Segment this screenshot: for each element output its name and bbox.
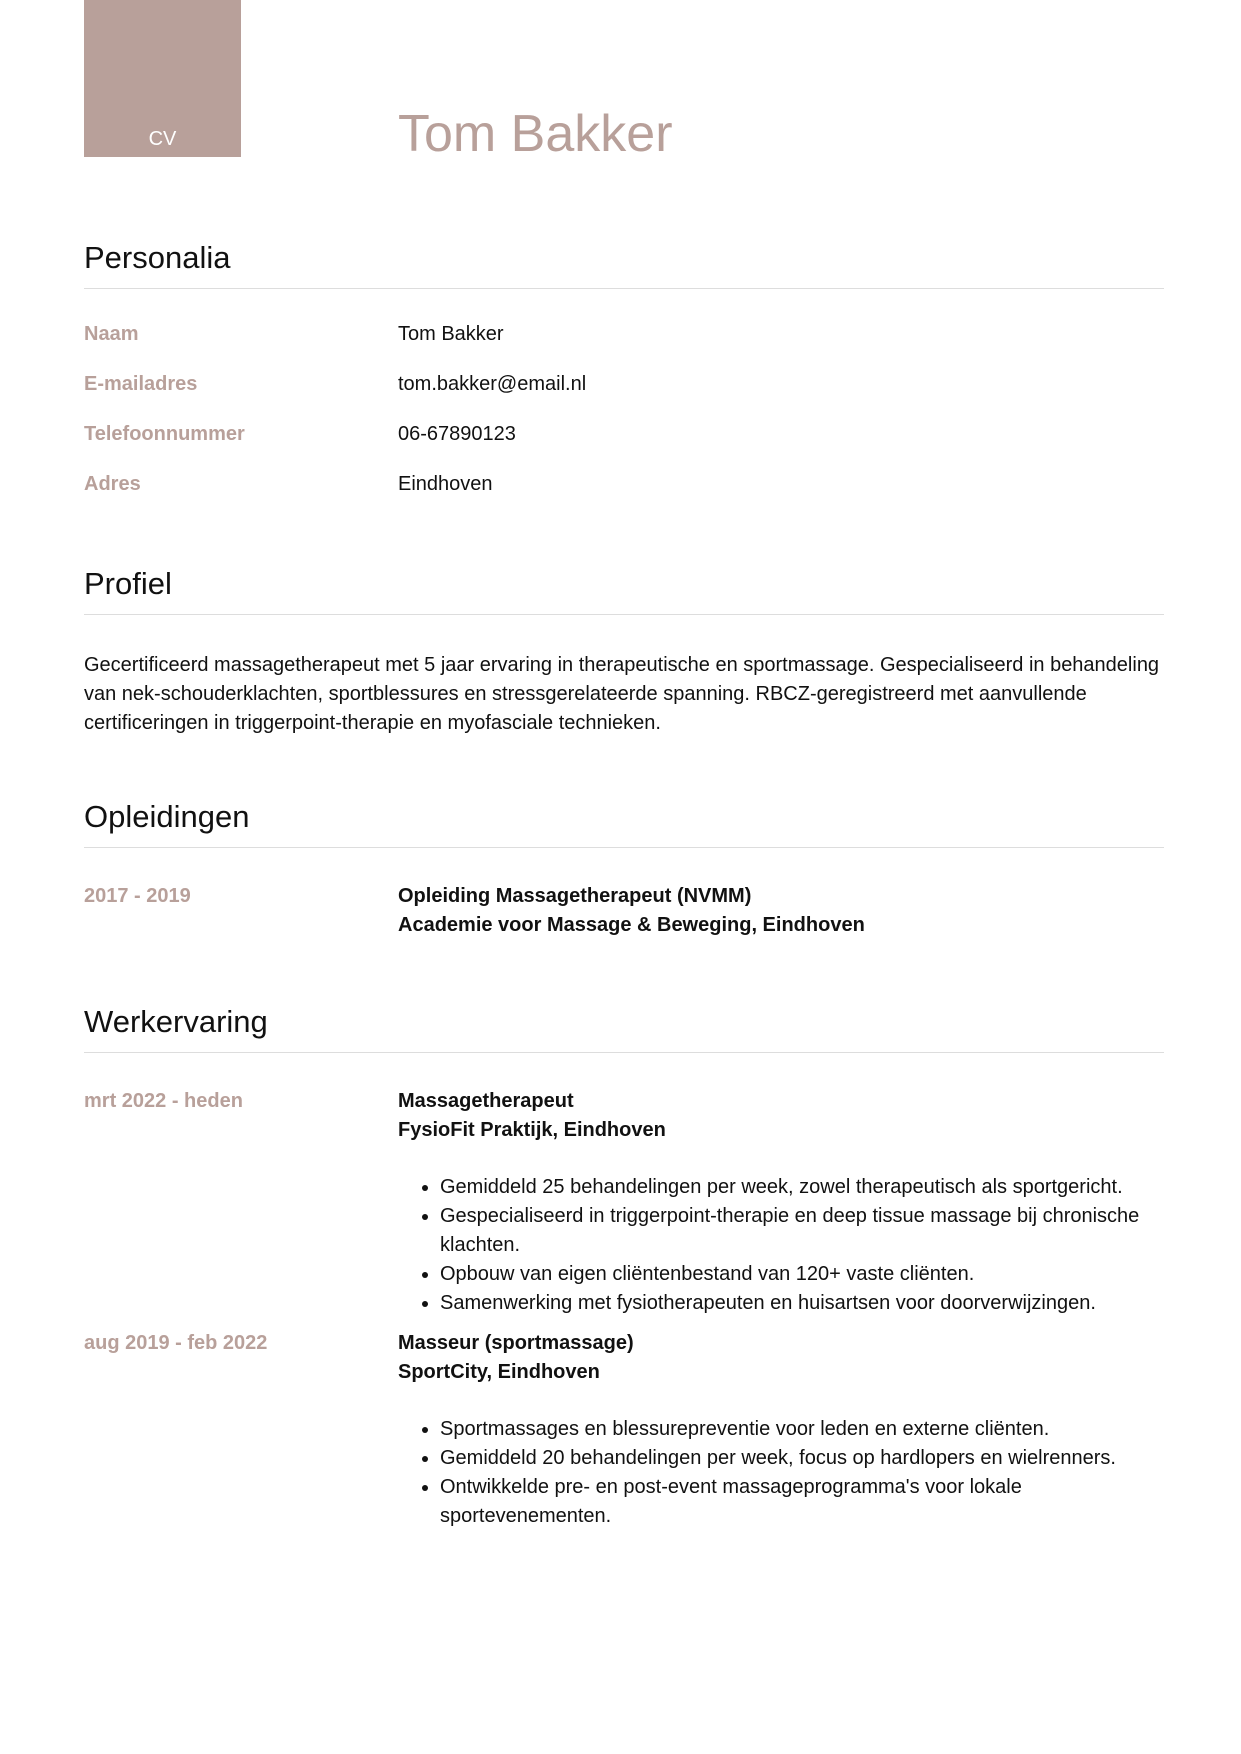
work-entry <box>84 1329 1164 1531</box>
list-item: • Gespecialiseerd in triggerpoint-therapie en deep tissue massage bij chronische klachten. <box>440 1202 1164 1260</box>
field-value: Tom Bakker <box>398 323 504 345</box>
field-label: Adres <box>84 473 141 495</box>
entry-company: SportCity, Eindhoven <box>398 1361 600 1383</box>
field-label: Naam <box>84 323 139 345</box>
field-label: E-mailadres <box>84 373 198 395</box>
entry-title: Massagetherapeut <box>398 1090 574 1112</box>
personalia-list <box>84 323 1164 523</box>
list-item: • Opbouw van eigen cliëntenbestand van 120+ vaste cliënten. <box>440 1260 1164 1289</box>
list-item: • Gemiddeld 20 behandelingen per week, focus op hardlopers en wielrenners. <box>440 1444 1164 1473</box>
list-item: • Gemiddeld 25 behandelingen per week, zowel therapeutisch als sportgericht. <box>440 1173 1164 1202</box>
personalia-row <box>84 423 1164 473</box>
profiel-section <box>84 568 1164 738</box>
field-value: Eindhoven <box>398 473 493 495</box>
bullet-list <box>398 1173 1164 1318</box>
section-heading-opleidingen: Opleidingen <box>84 801 1164 848</box>
work-entry <box>84 1087 1164 1318</box>
list-item: • Sportmassages en blessurepreventie voor leden en externe cliënten. <box>440 1415 1164 1444</box>
entry-title: Opleiding Massagetherapeut (NVMM) <box>398 885 752 907</box>
entry-company: FysioFit Praktijk, Eindhoven <box>398 1119 666 1141</box>
entry-period: mrt 2022 - heden <box>84 1090 243 1112</box>
personalia-section <box>84 242 1164 523</box>
section-heading-profiel: Profiel <box>84 568 1164 615</box>
email-link[interactable]: tom.bakker@email.nl <box>398 373 587 395</box>
list-item: • Ontwikkelde pre- en post-event massageprogramma's voor lokale sportevenementen. <box>440 1473 1164 1531</box>
cv-badge <box>84 0 241 157</box>
page-title: Tom Bakker <box>398 105 673 163</box>
entry-period: 2017 - 2019 <box>84 885 191 907</box>
personalia-row <box>84 473 1164 523</box>
opleidingen-section <box>84 801 1164 940</box>
entry-title: Masseur (sportmassage) <box>398 1332 634 1354</box>
cv-badge-label: CV <box>148 128 177 150</box>
personalia-row <box>84 373 1164 423</box>
section-heading-personalia: Personalia <box>84 242 1164 289</box>
field-value: 06-67890123 <box>398 423 516 445</box>
field-label: Telefoonnummer <box>84 423 245 445</box>
werkervaring-section <box>84 1006 1164 1531</box>
entry-period: aug 2019 - feb 2022 <box>84 1332 268 1354</box>
personalia-row <box>84 323 1164 373</box>
profile-text: Gecertificeerd massagetherapeut met 5 jaar ervaring in therapeutische en sportmassage. Gespecialiseerd in behandeling van nek-schouderklachten, sportblessures en stressgerelateerde spanning. RBCZ-geregistreerd met aanvullende certificeringen in triggerpoint-therapie en myofasciale technieken. <box>84 654 1160 734</box>
list-item: • Samenwerking met fysiotherapeuten en huisartsen voor doorverwijzingen. <box>440 1289 1164 1318</box>
education-entry <box>84 882 1164 940</box>
entry-institution: Academie voor Massage & Beweging, Eindhoven <box>398 914 865 936</box>
bullet-list <box>398 1415 1164 1531</box>
section-heading-werkervaring: Werkervaring <box>84 1006 1164 1053</box>
